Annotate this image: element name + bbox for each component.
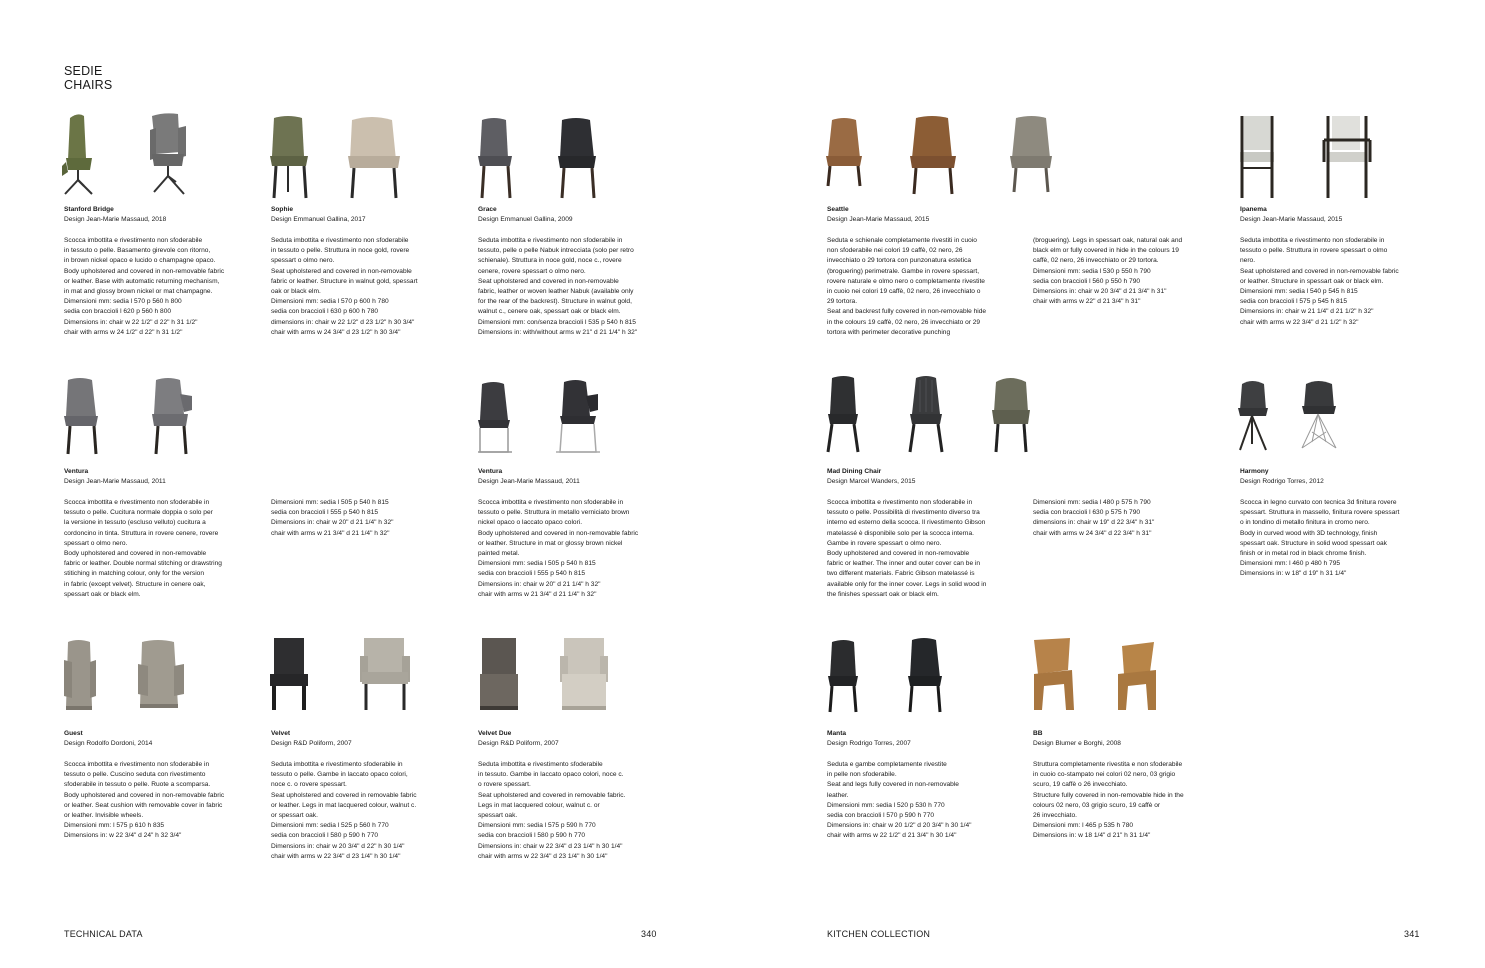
- product-designer: Design Emmanuel Gallina, 2017: [271, 216, 366, 224]
- grace-image: [476, 112, 636, 202]
- product-label-velvet: [271, 729, 461, 749]
- product-name: Ipanema: [1240, 206, 1267, 213]
- product-designer: Design Marcel Wanders, 2015: [827, 478, 916, 486]
- heading-italian: SEDIE: [64, 64, 103, 78]
- product-name: Seattle: [827, 206, 849, 213]
- product-description-continued: Dimensioni mm: sedia l 480 p 575 h 790 sedia con braccioli l 630 p 575 h 790 dimensions in: chair w 19" d 22 3/4" h 31" chair with arms w 24 3/4" d 22 3/4" h 31": [1033, 499, 1155, 537]
- footer-section-left: TECHNICAL DATA: [64, 929, 143, 939]
- product-label-ventura-wood: [64, 467, 254, 487]
- product-designer: Design Jean-Marie Massaud, 2011: [478, 478, 580, 486]
- seattle-image: [822, 112, 1062, 202]
- product-label-ventura-metal: [478, 467, 668, 487]
- product-name: Manta: [827, 730, 847, 737]
- product-description: Seduta imbottita e rivestimento non sfoderabile in tessuto o pelle. Struttura in rovere spessart o olmo nero. Seat upholstered and covered in non-removable fabric or leather. Structure in spessart oak or black elm. Dimensioni mm: sedia l 540 p 545 h 815 sedia con braccioli l 575 p 545 h 815 Dimensions in: chair w 21 1/4" d 21 1/2" h 32" chair with arms w 22 3/4" d 21 1/2" h 32": [1240, 237, 1399, 326]
- product-designer: Design Jean-Marie Massaud, 2018: [64, 216, 167, 224]
- product-description: Seduta imbottita e rivestimento sfoderabile in tessuto. Gambe in laccato opaco colori, noce c. o rovere spessart. Seat upholstered and covered in removable fabric. Legs in mat lacquered colour, walnut c. or spessart oak. Dimensioni mm: sedia l 575 p 590 h 770 sedia con braccioli l 580 p 590 h 770 Dimensions in: chair w 22 3/4" d 23 1/4" h 30 1/4" chair with arms w 22 3/4" d 23 1/4" h 30 1/4": [478, 761, 626, 860]
- page-number-right: 341: [1404, 929, 1420, 939]
- mad-dining-chair-image: [822, 372, 1062, 462]
- velvet-due-image: [476, 634, 656, 724]
- stanford-bridge-image: [60, 110, 220, 200]
- product-description: Scocca imbottita e rivestimento non sfoderabile in tessuto o pelle. Struttura in metallo verniciato brown nickel opaco o laccato opaco colori. Body upholstered and covered in non-removable fabric or leather. Structure in mat or glossy brown nickel painted metal. Dimensioni mm: sedia l 505 p 540 h 815 sedia con braccioli l 555 p 540 h 815 Dimensions in: chair w 20" d 21 1/4" h 32" chair with arms w 21 3/4" d 21 1/4" h 32": [478, 499, 639, 598]
- product-description: Seduta imbottita e rivestimento non sfoderabile in tessuto o pelle. Struttura in noce gold, rovere spessart o olmo nero. Seat upholstered and covered in non-removable fabric or leather. Structure in walnut gold, spessart oak or black elm. Dimensioni mm: sedia l 570 p 600 h 780 sedia con braccioli l 630 p 600 h 780 dimensions in: chair w 22 1/2" d 23 1/2" h 30 3/4" chair with arms w 24 3/4" d 23 1/2" h 30 3/4": [271, 237, 418, 336]
- product-label-harmony: [1240, 467, 1430, 487]
- product-name: Ventura: [478, 468, 503, 475]
- product-name: BB: [1033, 730, 1043, 737]
- product-label-ipanema: [1240, 205, 1430, 225]
- product-name: Sophie: [271, 206, 293, 213]
- product-name: Guest: [64, 730, 83, 737]
- product-description-continued: Dimensioni mm: sedia l 505 p 540 h 815 sedia con braccioli l 555 p 540 h 815 Dimensions in: chair w 20" d 21 1/4" h 32" chair with arms w 21 3/4" d 21 1/4" h 32": [271, 499, 394, 537]
- ventura-wood-image: [62, 374, 222, 464]
- product-designer: Design R&D Poliform, 2007: [271, 740, 352, 748]
- sophie-image: [268, 112, 428, 202]
- product-designer: Design Jean-Marie Massaud, 2015: [1240, 216, 1343, 224]
- product-description: Seduta imbottita e rivestimento non sfoderabile in tessuto, pelle o pelle Nabuk intrecciata (solo per retro schienale). Struttura in noce gold, noce c., rovere cenere, rovere spessart o olmo nero. Seat upholstered and covered in non-removable fabric, leather or woven leather Nabuk (available only for the rear of the backrest). Structure in walnut gold, walnut c., cenere oak, spessart oak or black elm. Dimensioni mm: con/senza braccioli l 535 p 540 h 815 Dimensions in: with/without arms w 21" d 21 1/4" h 32": [478, 237, 638, 336]
- product-name: Stanford Bridge: [64, 206, 114, 213]
- product-designer: Design Rodrigo Torres, 2007: [827, 740, 911, 748]
- product-designer: Design Jean-Marie Massaud, 2015: [827, 216, 930, 224]
- page-number-left: 340: [641, 929, 657, 939]
- product-description: Seduta e gambe completamente rivestite in pelle non sfoderabile. Seat and legs fully covered in non-removable leather. Dimensioni mm: sedia l 520 p 530 h 770 sedia con braccioli l 570 p 590 h 770 Dimensions in: chair w 20 1/2" d 20 3/4" h 30 1/4" chair with arms w 22 1/2" d 21 3/4" h 30 1/4": [827, 761, 972, 840]
- product-label-seattle: [827, 205, 1017, 225]
- product-label-guest: [64, 729, 254, 749]
- product-designer: Design Rodolfo Dordoni, 2014: [64, 740, 153, 748]
- product-designer: Design R&D Poliform, 2007: [478, 740, 559, 748]
- product-description: Scocca imbottita e rivestimento non sfoderabile in tessuto o pelle. Basamento girevole con ritorno, in brown nickel opaco e lucido o champagne opaco. Body upholstered and covered in non-removable fabric or leather. Base with automatic returning mechanism, in mat and glossy brown nickel or mat champagne. Dimensioni mm: sedia l 570 p 560 h 800 sedia con braccioli l 620 p 560 h 800 Dimensions in: chair w 22 1/2" d 22" h 31 1/2" chair with arms w 24 1/2" d 22" h 31 1/2": [64, 237, 225, 336]
- product-description: Scocca imbottita e rivestimento non sfoderabile in tessuto o pelle. Possibilità di rivestimento diverso tra interno ed esterno della scocca. Il rivestimento Gibson matelassé è disponibile solo per la scocca interna. Gambe in rovere spessart o olmo nero. Body upholstered and covered in non-removable fabric or leather. The inner and outer cover can be in two different materials. Fabric Gibson matelassé is available only for the inner cover. Legs in solid wood in the finishes spessart oak or black elm.: [827, 499, 987, 598]
- heading-english: CHAIRS: [64, 78, 113, 92]
- product-description: Scocca in legno curvato con tecnica 3d finitura rovere spessart. Struttura in massello, finitura rovere spessart o in tondino di metallo finitura in cromo nero. Body in curved wood with 3D technology, finish spessart oak. Structure in solid wood spessart oak finish or in metal rod in black chrome finish. Dimensioni mm: l 460 p 480 h 795 Dimensions in: w 18" d 19" h 31 1/4": [1240, 499, 1400, 578]
- product-name: Velvet: [271, 730, 291, 737]
- product-label-velvet-due: [478, 729, 668, 749]
- product-designer: Design Rodrigo Torres, 2012: [1240, 478, 1324, 486]
- guest-image: [62, 636, 222, 726]
- product-name: Ventura: [64, 468, 89, 475]
- product-name: Grace: [478, 206, 497, 213]
- product-designer: Design Blumer e Borghi, 2008: [1033, 740, 1121, 748]
- product-label-bb: [1033, 729, 1223, 749]
- velvet-image: [268, 634, 448, 724]
- manta-image: [822, 636, 982, 726]
- product-description: Seduta imbottita e rivestimento sfoderabile in tessuto o pelle. Gambe in laccato opaco colori, noce c. o rovere spessart. Seat upholstered and covered in removable fabric or leather. Legs in mat lacquered colour, walnut c. or spessart oak. Dimensioni mm: sedia l 525 p 560 h 770 sedia con braccioli l 580 p 590 h 770 Dimensions in: chair w 20 3/4" d 22" h 30 1/4" chair with arms w 22 3/4" d 23 1/4" h 30 1/4": [271, 761, 417, 860]
- bb-image: [1030, 634, 1190, 724]
- product-label-sophie: [271, 205, 461, 225]
- product-label-manta: [827, 729, 1017, 749]
- product-name: Harmony: [1240, 468, 1269, 475]
- product-description: Struttura completamente rivestita e non sfoderabile in cuoio co-stampato nei colori 02 nero, 03 grigio scuro, 19 caffè o 26 invecchiato. Structure fully covered in non-removable hide in the colours 02 nero, 03 grigio scuro, 19 caffè or 26 invecchiato. Dimensioni mm: l 465 p 535 h 780 Dimensions in: w 18 1/4" d 21" h 31 1/4": [1033, 761, 1184, 840]
- ipanema-image: [1236, 112, 1396, 202]
- page-heading: [64, 64, 112, 92]
- product-description: Scocca imbottita e rivestimento non sfoderabile in tessuto o pelle. Cucitura normale doppia o solo per la versione in tessuto (escluso velluto) cucitura a cordoncino in tinta. Struttura in rovere cenere, rovere spessart o olmo nero. Body upholstered and covered in non-removable fabric or leather. Double normal stitching or drawstring stitiching in matching colour, only for the version in fabric (except velvet). Structure in cenere oak, spessart oak or black elm.: [64, 499, 222, 598]
- product-label-grace: [478, 205, 668, 225]
- product-label-stanford-bridge: [64, 205, 254, 225]
- product-designer: Design Jean-Marie Massaud, 2011: [64, 478, 166, 486]
- product-designer: Design Emmanuel Gallina, 2009: [478, 216, 573, 224]
- product-name: Mad Dining Chair: [827, 468, 882, 475]
- harmony-image: [1236, 376, 1396, 466]
- ventura-metal-image: [476, 378, 636, 468]
- product-name: Velvet Due: [478, 730, 512, 737]
- product-label-mad-dining-chair: [827, 467, 1017, 487]
- product-description-continued: (broguering). Legs in spessart oak, natural oak and black elm or fully covered in hide in the colours 19 caffè, 02 nero, 26 invecchiato or 29 tortora. Dimensioni mm: sedia l 530 p 550 h 790 sedia con braccioli l 560 p 550 h 790 Dimensions in: chair w 20 3/4" d 21 3/4" h 31" chair with arms w 22" d 21 3/4" h 31": [1033, 237, 1183, 306]
- footer-section-right: KITCHEN COLLECTION: [827, 929, 931, 939]
- product-description: Scocca imbottita e rivestimento non sfoderabile in tessuto o pelle. Cuscino seduta con rivestimento sfoderabile in tessuto o pelle. Ruote a scomparsa. Body upholstered and covered in non-removable fabric or leather. Seat cushion with removable cover in fabric or leather. Invisible wheels. Dimensioni mm: l 575 p 610 h 835 Dimensions in: w 22 3/4" d 24" h 32 3/4": [64, 761, 225, 840]
- product-description: Seduta e schienale completamente rivestiti in cuoio non sfoderabile nei colori 19 caffè, 02 nero, 26 invecchiato o 29 tortora con punzonatura estetica (broguering) perimetrale. Gambe in rovere spessart, rovere naturale e olmo nero o completamente rivestite in cuoio nei colori 19 caffè, 02 nero, 26 invecchiato o 29 tortora. Seat and backrest fully covered in non-removable hide in the colours 19 caffè, 02 nero, 26 invecchiato or 29 tortora with perimeter decorative punching: [827, 237, 987, 336]
